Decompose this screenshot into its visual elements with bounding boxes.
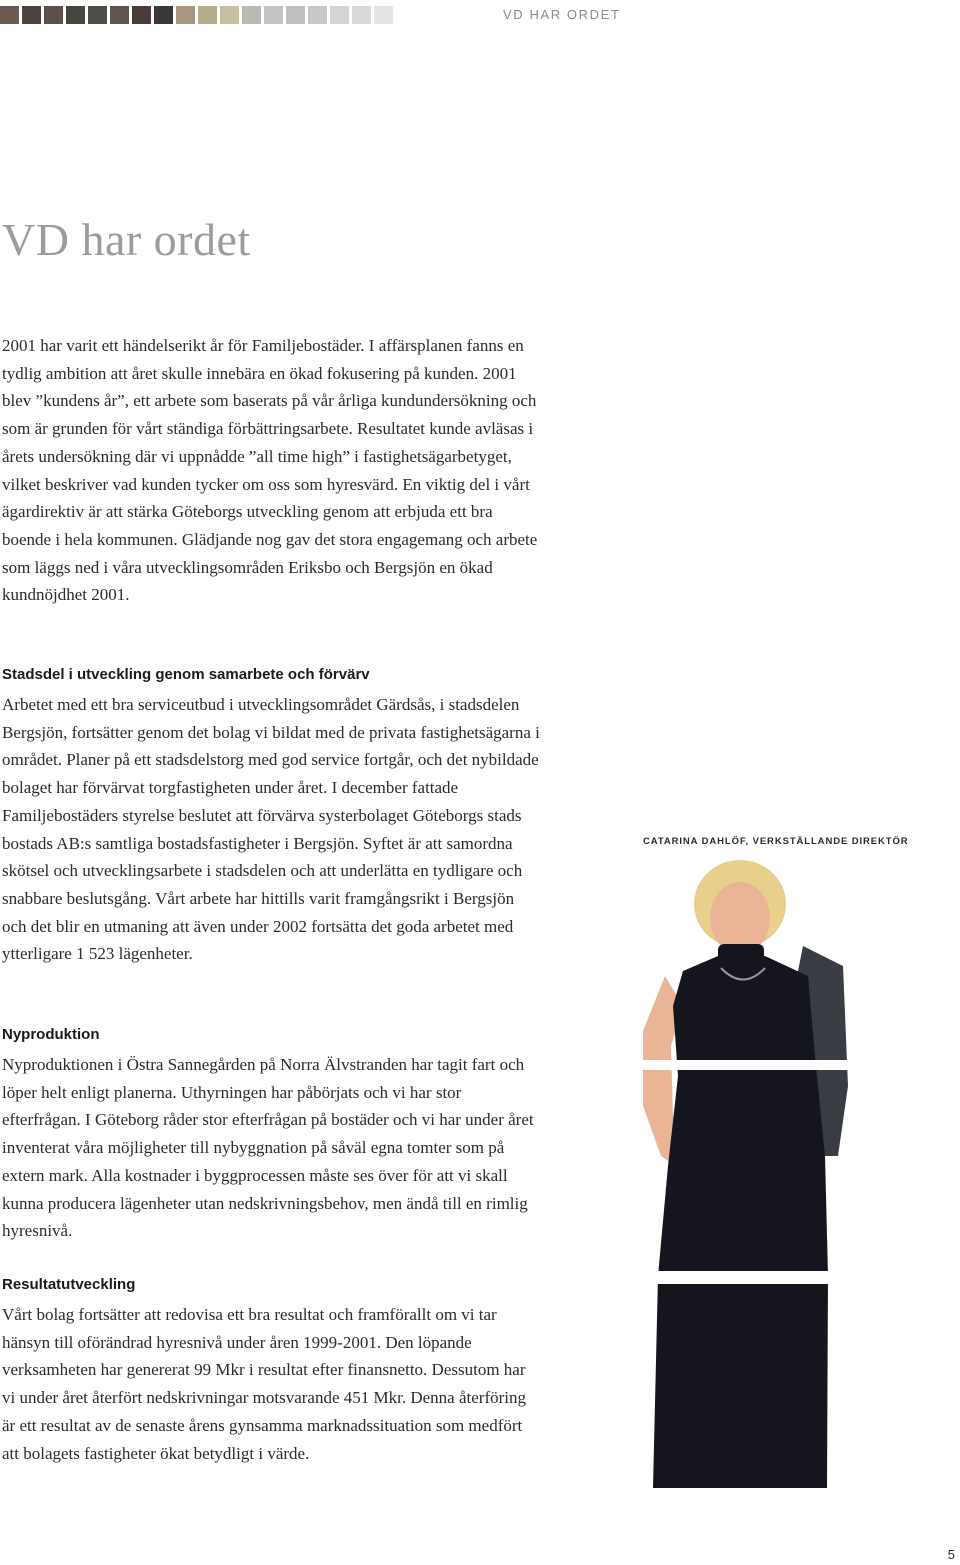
portrait-photo <box>643 856 853 1488</box>
color-swatch <box>308 6 327 24</box>
color-swatch <box>374 6 393 24</box>
color-swatch <box>22 6 41 24</box>
intro-section <box>2 332 542 609</box>
color-swatch <box>66 6 85 24</box>
photo-caption: CATARINA DAHLÖF, VERKSTÄLLANDE DIREKTÖR <box>643 836 909 847</box>
color-swatch <box>264 6 283 24</box>
face <box>710 882 770 954</box>
color-swatch <box>176 6 195 24</box>
section-heading-stadsdel: Stadsdel i utveckling genom samarbete och förvärv <box>2 666 370 683</box>
section-body-resultatutveckling: Vårt bolag fortsätter att redovisa ett bra resultat och framförallt om vi tar hänsyn till oförändrad hyresnivå under åren 1999-2001. Den löpande verksamheten har genererat 99 Mkr i resultat efter finansnetto. Dessutom har vi under året återfört nedskrivningar motsvarande 451 Mkr. Denna återföring är ett resultat av de senaste årens gynsamma marknadssituation som medfört att bolagets fastigheter ökat betydligt i värde. <box>2 1305 526 1463</box>
section-nyproduktion <box>2 1025 542 1245</box>
running-header: VD HAR ORDET <box>503 7 621 22</box>
page-number: 5 <box>947 1547 955 1562</box>
photo-split-1 <box>643 1060 853 1070</box>
color-swatch <box>110 6 129 24</box>
section-stadsdel <box>2 665 542 968</box>
color-swatch <box>220 6 239 24</box>
color-swatch <box>352 6 371 24</box>
color-swatch <box>242 6 261 24</box>
section-body-stadsdel: Arbetet med ett bra serviceutbud i utvecklingsområdet Gärdsås, i stadsdelen Bergsjön, fortsätter genom det bolag vi bildat med de privata fastighetsägarna i området. Planer på ett stadsdelstorg med god service fortgår, och det nybildade bolaget har förvärvat torgfastigheten under året. I december fattade Familjebostäders styrelse beslutet att förvärva systerbolaget Göteborgs stads bostads AB:s samtliga bostadsfastigheter i Bergsjön. Syftet är att samordna skötsel och utvecklingsarbete i stadsdelen och att underlätta en tydligare och snabbare beslutsgång. Vårt arbete har hittills varit framgångsrikt i Bergsjön och det blir en utmaning att även under 2002 fortsätta det goda arbetet med ytterligare 1 523 lägenheter. <box>2 695 540 964</box>
color-swatch <box>132 6 151 24</box>
dress-body <box>653 956 828 1488</box>
section-body-nyproduktion: Nyproduktionen i Östra Sannegården på Norra Älvstranden har tagit fart och löper helt enligt planerna. Uthyrningen har påbörjats och vi har stor efterfrågan. I Göteborg råder stor efterfrågan på bostäder och vi har under året inventerat våra möjligheter till nybyggnation på såväl egna tomter som på extern mark. Alla kostnader i byggprocessen måste ses över för att vi skall kunna producera lägenheter utan nedskrivningsbehov, men ändå till en rimlig hyresnivå. <box>2 1055 534 1241</box>
intro-paragraph: 2001 har varit ett händelserikt år för Familjebostäder. I affärsplanen fanns en tydlig ambition att året skulle innebära en ökad fokusering på kunden. 2001 blev ”kundens år”, ett arbete som baserats på vår årliga kundundersökning och som är grunden för vårt ständiga förbättringsarbete. Resultatet kunde avläsas i årets undersökning där vi uppnådde ”all time high” i fastighetsägarbetyget, vilket beskriver vad kunden tycker om oss som hyresvärd. En viktig del i vårt ägardirektiv är att stärka Göteborgs utveckling genom att erbjuda ett bra boende i hela kommunen. Glädjande nog gav det stora engagemang och arbete som läggs ned i våra utvecklingsområden Eriksbo och Bergsjön en ökad kundnöjdhet 2001. <box>2 336 538 605</box>
color-swatch-strip <box>0 6 393 24</box>
color-swatch <box>0 6 19 24</box>
section-heading-resultatutveckling: Resultatutveckling <box>2 1276 136 1293</box>
color-swatch <box>88 6 107 24</box>
color-swatch <box>286 6 305 24</box>
photo-split-2 <box>643 1271 853 1284</box>
page-title: VD har ordet <box>2 214 251 265</box>
color-swatch <box>198 6 217 24</box>
color-swatch <box>330 6 349 24</box>
section-resultatutveckling <box>2 1275 542 1467</box>
section-heading-nyproduktion: Nyproduktion <box>2 1026 100 1043</box>
color-swatch <box>154 6 173 24</box>
color-swatch <box>44 6 63 24</box>
